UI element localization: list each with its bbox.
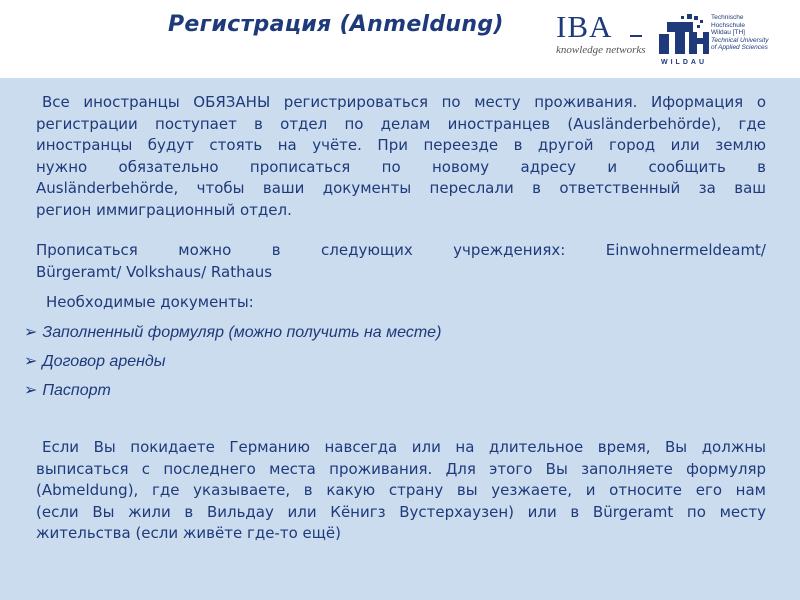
text-line: регистрации поступает в отдел по делам иностранцев (Ausländerbehörde), где [36, 114, 766, 133]
list-item-text: Договор аренды [42, 353, 166, 370]
text-line: Если Вы покидаете Германию навсегда или на длительное время, Вы должны [42, 438, 766, 456]
page-title: Регистрация (Anmeldung) [168, 12, 504, 37]
arrow-bullet-icon: ➢ [24, 324, 38, 341]
th-logo-line: Hochschule [711, 21, 745, 29]
th-logo-line: of Applied Sciences [711, 44, 768, 51]
header [0, 0, 800, 78]
text-line: Прописаться можно в следующих учреждениях: Einwohnermeldeamt/ [36, 241, 766, 259]
text-line: Ausländerbehörde, чтобы ваши документы переслали в ответственный за ваш [36, 179, 766, 197]
text-line: выписаться с последнего места проживания. Для этого Вы заполняете формуляр [36, 459, 766, 478]
text-line: иностранцы будут стоять на учёте. При переезде в другой город или землю [36, 136, 766, 154]
iba-logo-tagline: knowledge networks [556, 44, 646, 56]
iba-logo-dash [630, 35, 642, 37]
text-line: Bürgeramt/ Volkshaus/ Rathaus [36, 262, 273, 281]
iba-logo [556, 9, 648, 60]
paragraph-deregistration [36, 437, 766, 545]
text-line: регион иммиграционный отдел. [36, 200, 292, 219]
list-item [24, 380, 111, 400]
iba-logo-text: IBA [556, 9, 613, 44]
th-logo-line: Technische [711, 14, 744, 21]
arrow-bullet-icon: ➢ [24, 382, 38, 399]
th-logo-line: Wildau [TH] [711, 29, 745, 36]
th-wildau-logo [657, 12, 797, 74]
list-item-text: Заполненный формуляр (можно получить на месте) [42, 324, 442, 341]
text-line: Все иностранцы ОБЯЗАНЫ регистрироваться по месту проживания. Иформация о [42, 93, 766, 111]
list-item-text: Паспорт [42, 382, 111, 399]
th-logo-text [711, 14, 769, 52]
text-line: (Abmeldung), где указываете, в какую страну вы уезжаете, и относите его нам [36, 481, 766, 499]
text-line: (если Вы жили в Вильдау или Кёнигз Вустерхаузен) или в Bürgeramt по месту [36, 502, 766, 521]
th-logo-wordmark: WILDAU [661, 59, 707, 66]
text-line: жительства (если живёте где-то ещё) [36, 524, 341, 542]
th-logo-line: Technical University [711, 36, 769, 44]
text-line: нужно обязательно прописаться по новому адресу и сообщить в [36, 157, 766, 176]
paragraph-registration [36, 92, 766, 221]
list-item [24, 322, 441, 342]
arrow-bullet-icon: ➢ [24, 353, 38, 370]
list-item [24, 351, 166, 371]
paragraph-offices [36, 240, 766, 283]
documents-heading: Необходимые документы: [46, 293, 254, 311]
th-logo-mark-icon [657, 12, 709, 58]
